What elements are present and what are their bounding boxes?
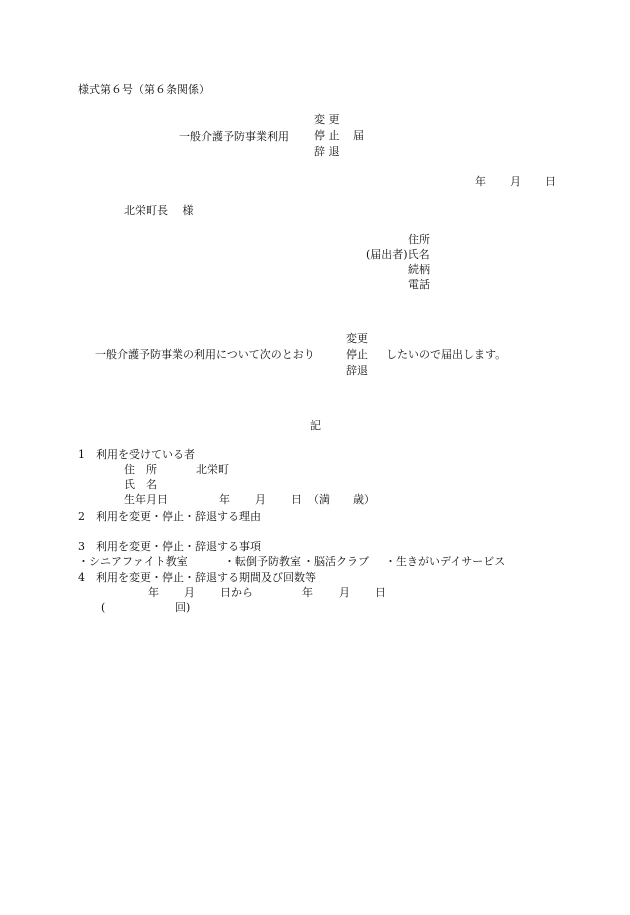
- section4-from-year: 年: [148, 586, 159, 599]
- section1-age-open: （満: [308, 493, 330, 506]
- statement-option-stop: 停止: [346, 348, 368, 361]
- section3-item-senior-fight: ・シニアファイト教室: [78, 555, 188, 568]
- statement-suffix: したいので届出します。: [386, 348, 507, 361]
- addressee: 北栄町長 様: [124, 204, 194, 217]
- applicant-name-label: (届出者)氏名: [366, 248, 430, 261]
- section1-dob-day: 日: [291, 493, 302, 506]
- statement-option-withdraw: 辞退: [346, 364, 368, 377]
- section4-to-day: 日: [375, 586, 386, 599]
- section4-count-open: (: [101, 601, 106, 614]
- section4-count-close: 回): [175, 601, 191, 614]
- date-day-label: 日: [545, 175, 556, 188]
- ki-heading: 記: [310, 419, 321, 432]
- section4-from-day: 日から: [220, 586, 253, 599]
- section4-to-year: 年: [302, 586, 313, 599]
- applicant-address-label: 住所: [408, 233, 430, 246]
- statement-option-change: 変更: [346, 332, 368, 345]
- section1-address-label: 住 所: [124, 463, 157, 476]
- applicant-phone-label: 電話: [408, 278, 430, 291]
- section1-dob-month: 月: [255, 493, 266, 506]
- section3-item-ikigai-day: ・生きがいデイサービス: [385, 555, 506, 568]
- form-number: 様式第６号（第６条関係）: [78, 83, 210, 96]
- section3-heading: 3 利用を変更・停止・辞退する事項: [78, 540, 261, 553]
- section1-dob-year: 年: [219, 493, 230, 506]
- title-option-change: 変 更: [314, 113, 340, 126]
- section4-to-month: 月: [339, 586, 350, 599]
- section1-name-label: 氏 名: [124, 478, 157, 491]
- title-option-stop: 停 止: [314, 129, 340, 142]
- date-month-label: 月: [510, 175, 521, 188]
- section4-heading: 4 利用を変更・停止・辞退する期間及び回数等: [78, 571, 316, 584]
- section1-heading: 1 利用を受けている者: [78, 448, 195, 461]
- section3-item-fall-prevention: ・転倒予防教室: [224, 555, 301, 568]
- section2-heading: 2 利用を変更・停止・辞退する理由: [78, 510, 261, 523]
- section3-item-brain-club: ・脳活クラブ: [303, 555, 369, 568]
- section1-dob-label: 生年月日: [124, 493, 168, 506]
- title-option-withdraw: 辞 退: [314, 145, 340, 158]
- title-suffix: 届: [353, 129, 364, 142]
- date-year-label: 年: [475, 175, 486, 188]
- section1-age-close: 歳）: [353, 493, 375, 506]
- section1-address-value: 北栄町: [196, 463, 229, 476]
- statement-prefix: 一般介護予防事業の利用について次のとおり: [95, 348, 315, 361]
- title-prefix: 一般介護予防事業利用: [179, 130, 289, 143]
- section4-from-month: 月: [184, 586, 195, 599]
- applicant-relation-label: 続柄: [408, 263, 430, 276]
